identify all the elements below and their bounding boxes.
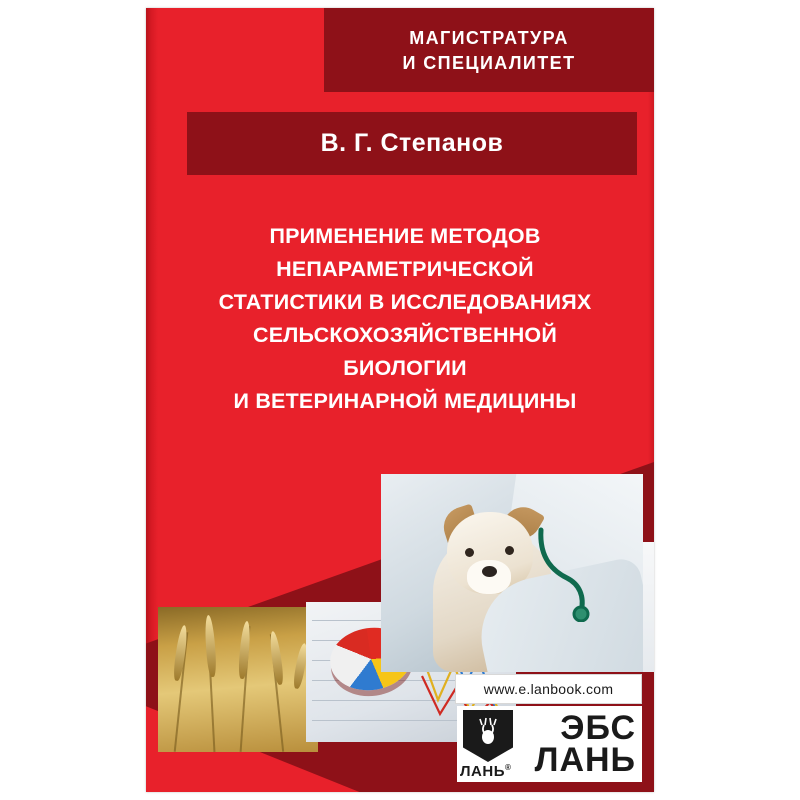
- publisher-line-2: ЛАНЬ: [534, 741, 636, 779]
- author-name: В. Г. Степанов: [320, 129, 504, 157]
- dog-eye-left: [465, 548, 474, 557]
- title-line-3: СТАТИСТИКИ В ИССЛЕДОВАНИЯХ: [218, 290, 592, 314]
- website-url: www.e.lanbook.com: [483, 681, 614, 697]
- dog-eye-right: [505, 546, 514, 555]
- wheat-field-photo: [158, 607, 318, 752]
- title-line-2: НЕПАРАМЕТРИЧЕСКОЙ: [276, 257, 534, 281]
- dog-nose: [482, 566, 497, 577]
- book-title: [170, 220, 640, 418]
- series-line-1: МАГИСТРАТУРА: [409, 28, 569, 48]
- title-line-4: СЕЛЬСКОХОЗЯЙСТВЕННОЙ: [253, 323, 557, 347]
- publisher-line-1: ЭБС: [560, 708, 636, 747]
- publisher-logo: [457, 706, 642, 782]
- cover-photo-band: [146, 462, 654, 792]
- website-plate: [455, 674, 642, 704]
- book-cover: [146, 8, 654, 792]
- series-line-2: И СПЕЦИАЛИТЕТ: [402, 53, 576, 73]
- title-line-6: И ВЕТЕРИНАРНОЙ МЕДИЦИНЫ: [233, 389, 577, 413]
- publisher-mark-label: ЛАНЬ®: [460, 763, 512, 780]
- title-line-5: БИОЛОГИИ: [343, 356, 467, 380]
- publisher-mark: [457, 706, 519, 782]
- series-banner: [324, 8, 654, 92]
- stethoscope-icon: [531, 526, 601, 622]
- publisher-name: [519, 706, 642, 782]
- author-plate: [187, 112, 637, 175]
- deer-icon: [474, 717, 502, 751]
- veterinarian-with-dog-photo: [381, 474, 643, 672]
- title-line-1: ПРИМЕНЕНИЕ МЕТОДОВ: [269, 224, 541, 248]
